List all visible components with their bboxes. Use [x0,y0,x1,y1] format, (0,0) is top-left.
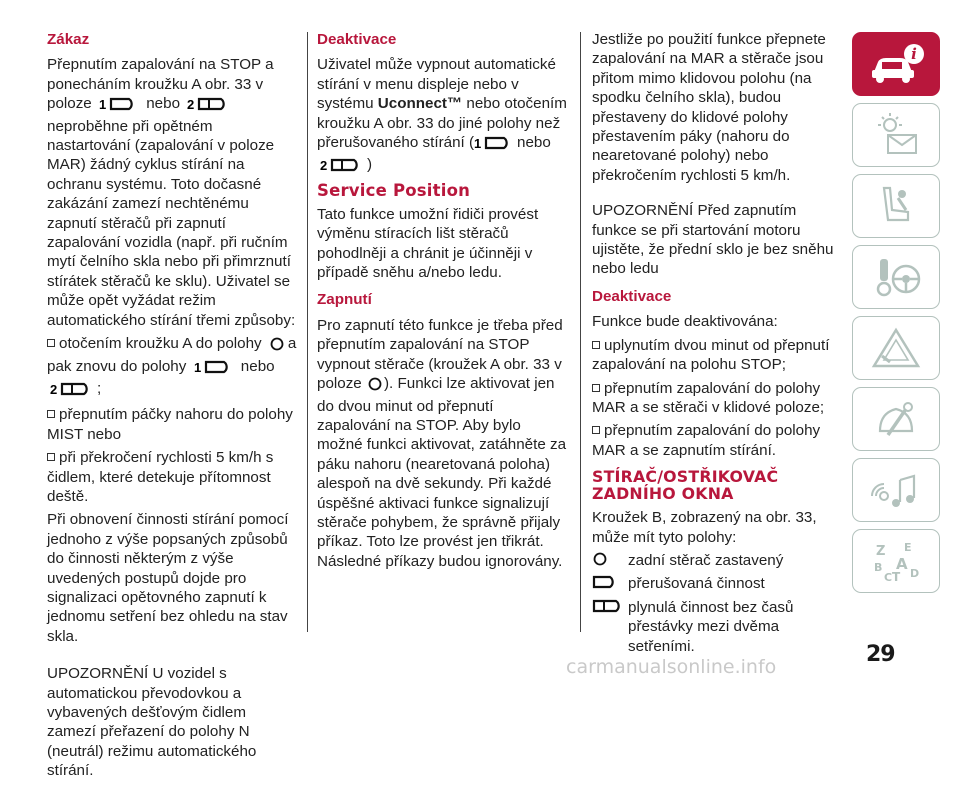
or-text: nebo [517,134,551,152]
column-2 [317,30,570,575]
paragraph [317,55,570,177]
svg-text:Z: Z [876,544,886,559]
car-info-icon [866,40,926,88]
rear-intermittent-icon [592,574,628,594]
brand-uconnect: Uconnect™ [377,95,463,113]
column-1 [47,30,299,785]
bullet-item [47,448,299,506]
watermark: carmanualsonline.info [566,656,777,678]
ring-positions-list [592,551,845,656]
column-divider [307,32,308,632]
list-item [592,598,845,656]
position-label: plynulá činnost bez časů přestávky mezi dvěma setřeními. [628,598,794,655]
warning-paragraph: UPOZORNĚNÍ U vozidel s automatickou převodovkou a vybavených dešťovým čidlem zamezí přeřazení do polohy N (neutrál) režimu automatického stírání. [47,665,257,780]
paragraph-text: neproběhne při opětném nastartování (zapalování v poloze MAR) žádný cyklus stírání na ochranu systému. Toto dočasné zakázání zamezí nechtěnému zapnutí stěračů při zapnutí zapalování vozidla (např. při ručním mytí čelního skla nebo při přimrznutí stírátek stěračů ke sklu). Uživatel se může opět vyžádat režim automatického stírání třemi způsoby: [47,117,296,329]
seat-safety-icon [866,182,926,230]
paragraph: Funkce bude deaktivována: [592,313,778,331]
breakdown-triangle-icon [866,324,926,372]
heading-line: ZADNÍHO OKNA [592,484,734,504]
section-title-deaktivace-2: Deaktivace [592,287,672,305]
intermittent-wipe-1-icon [99,97,139,116]
service-wrench-icon [866,395,926,443]
column-divider [580,32,581,632]
rear-continuous-icon [592,598,628,618]
svg-text:1: 1 [474,136,482,151]
tab-starting-driving[interactable] [852,245,940,309]
bullet-text: přepnutím páčky nahoru do polohy MIST nebo [47,406,293,443]
list-item [592,574,845,594]
bullet-square-icon [592,426,600,434]
intermittent-wipe-2-icon [320,158,364,177]
tab-multimedia[interactable] [852,458,940,522]
chapter-tabs [852,32,940,600]
svg-text:A: A [896,555,908,573]
bullet-text: přepnutím zapalování do polohy MAR a se stěrači v klidové poloze; [592,379,825,416]
bullet-square-icon [47,410,55,418]
alphabet-index-icon [866,537,926,585]
bullet-text: otočením kroužku A do polohy [59,335,262,353]
bullet-square-icon [592,341,600,349]
svg-text:i: i [911,45,917,63]
paragraph-text: nebo otočením kroužku A obr. 33 do jiné polohy než přerušovaného stírání ( [317,95,567,152]
svg-text:1: 1 [193,359,201,374]
bullet-square-icon [47,339,55,347]
bullet-text: uplynutím dvou minut od přepnutí zapalování na polohu STOP; [592,336,830,374]
paragraph-text: ). Funkci lze aktivovat jen do dvou minut od přepnutí zapalování na STOP. Aby bylo možné funkci aktivovat, zatáhněte za páku nahoru (nearetovaná poloha) alespoň na dvě sekundy. Při každé úspěšné aktivaci funkce signalizují stěrače pohybem, že správně přijaly příkaz. Toto lze provést jen třikrát. Následné příkazy budou ignorovány. [317,375,567,570]
paragraph [317,316,570,571]
bullet-square-icon [592,384,600,392]
section-title-deaktivace: Deaktivace [317,31,397,48]
heading-rear-wiper [592,468,845,502]
svg-text:T: T [892,570,901,584]
paragraph-text: Přepnutím zapalování na STOP a ponecháním kroužku A obr. 33 v poloze [47,56,274,113]
svg-text:1: 1 [99,97,107,112]
svg-text:C: C [884,571,893,584]
svg-text:D: D [910,567,920,580]
heading-service-position: Service Position [317,180,471,200]
bullet-text: při překročení rychlosti 5 km/h s čidlem, které detekuje přítomnost deště. [47,449,274,505]
svg-text:2: 2 [320,158,328,173]
intermittent-wipe-2-icon [50,382,94,401]
svg-text:2: 2 [187,97,195,112]
tab-warning-lights[interactable] [852,103,940,167]
intermittent-wipe-1-icon [194,360,234,379]
position-label: přerušovaná činnost [628,575,765,593]
svg-text:E: E [904,541,912,554]
column-3 [592,30,845,659]
warning-lights-icon [866,111,926,159]
heading-line: STÍRAČ/OSTŘIKOVAČ [592,467,779,487]
position-label: zadní stěrač zastavený [628,551,784,569]
paragraph-text: Uživatel může vypnout automatické stírání v menu displeje nebo v systému [317,56,556,113]
wiper-off-icon [269,337,285,356]
svg-text:B: B [874,561,883,574]
bullet-text: ; [97,379,102,397]
bullet-square-icon [47,453,55,461]
bullet-item [592,336,845,375]
section-title-zakaz: Zákaz [47,31,90,48]
key-steering-icon [866,253,926,301]
paragraph: Jestliže po použití funkce přepnete zapalování na MAR a stěrače jsou přitom mimo klidovou polohu (na spodku čelního skla), budou přestaveny do klidové polohy přestavením páky (nahoru do nearetované polohy) nebo překročením rychlosti 5 km/h. [592,31,826,184]
bullet-item [47,334,299,401]
section-title-zapnuti: Zapnutí [317,291,372,309]
bullet-item [47,405,299,444]
bullet-item [592,421,845,460]
multimedia-icon [866,466,926,514]
tab-index[interactable] [852,529,940,593]
paragraph-text: Pro zapnutí této funkce je třeba před přepnutím zapalování na STOP vypnout stěrače (kroužek A obr. 33 v poloze [317,316,563,393]
wiper-off-icon [592,551,628,571]
bullet-text: a pak znovu do polohy [47,335,297,375]
page-number: 29 [866,642,895,667]
or-text: nebo [240,357,275,375]
intermittent-wipe-2-icon [187,97,231,116]
tab-safety[interactable] [852,174,940,238]
tab-emergency[interactable] [852,316,940,380]
paragraph [47,55,299,330]
or-text: nebo [146,95,181,113]
bullet-item [592,379,845,418]
warning-paragraph: UPOZORNĚNÍ Před zapnutím funkce se při startování motoru ujistěte, že přední sklo je bez sněhu nebo ledu [592,202,834,278]
intermittent-wipe-1-icon [474,136,514,155]
bullet-text: přepnutím zapalování do polohy MAR a se zapnutím stírání. [592,422,821,459]
paragraph-text: ) [367,156,373,174]
paragraph: Kroužek B, zobrazený na obr. 33, může mít tyto polohy: [592,509,817,546]
tab-maintenance[interactable] [852,387,940,451]
wiper-off-icon [367,377,383,396]
svg-text:2: 2 [50,381,58,396]
paragraph: Tato funkce umožní řidiči provést výměnu stíracích lišt stěračů pohodlněji a chránit je účinněji v případě sněhu a/nebo ledu. [317,205,539,282]
tab-vehicle-info[interactable] [852,32,940,96]
list-item [592,551,845,571]
paragraph: Při obnovení činnosti stírání pomocí jednoho z výše popsaných způsobů do činnosti některým z výše uvedených postupů dojde pro signalizaci opětovného zapnutí k jednomu setření bez ohledu na stav skla. [47,511,289,645]
